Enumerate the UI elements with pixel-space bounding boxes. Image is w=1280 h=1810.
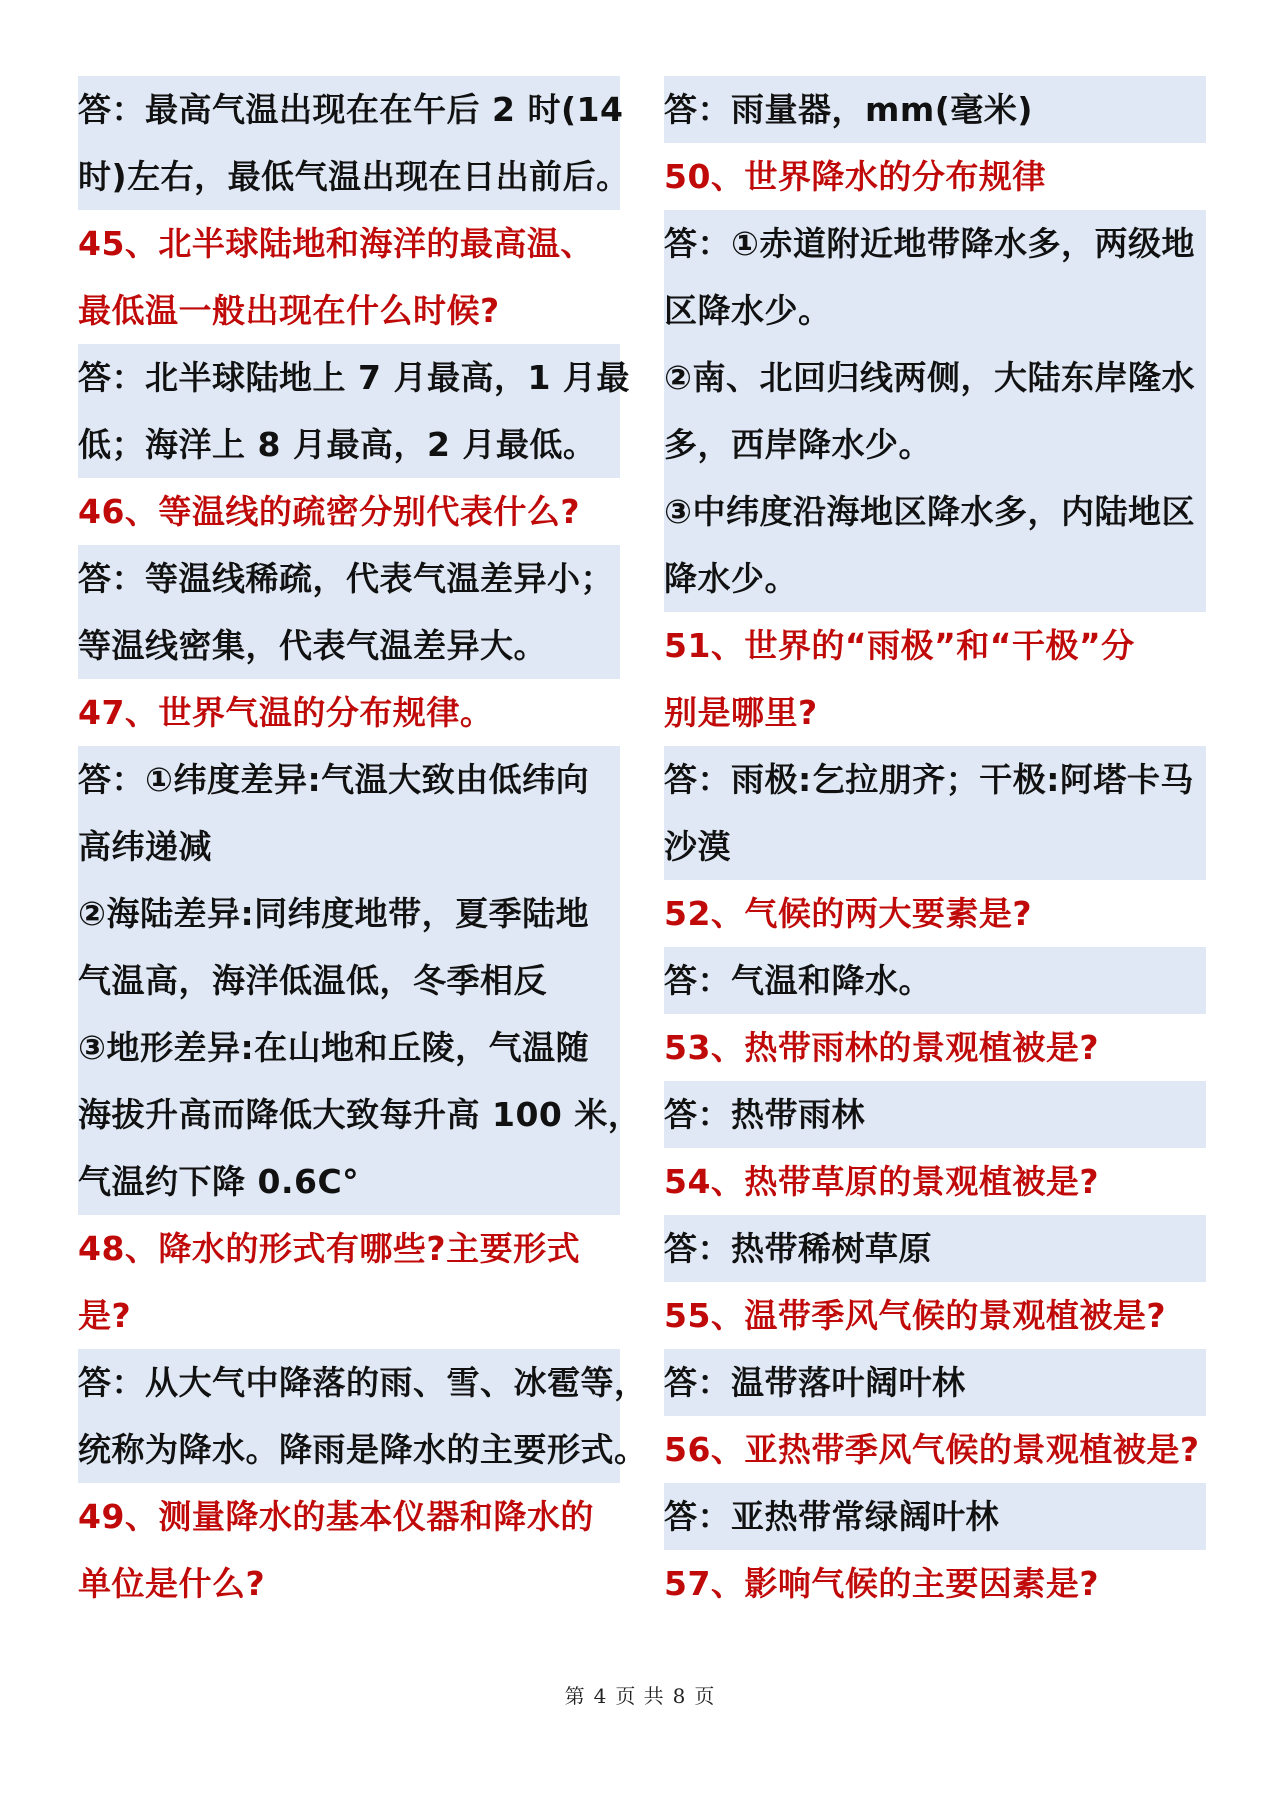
text-line: 沙漠 [664, 827, 731, 866]
text-line: 53、热带雨林的景观植被是? [664, 1028, 1100, 1067]
text-line: 51、世界的“雨极”和“干极”分 [664, 626, 1135, 665]
text-line: 答：雨量器，mm(毫米) [664, 90, 1033, 129]
text-line: 气温高，海洋低温低，冬季相反 [78, 961, 547, 1000]
question-52 [664, 880, 1206, 947]
text-line: 低；海洋上 8 月最高，2 月最低。 [78, 425, 597, 464]
answer-47 [78, 746, 642, 1215]
question-55 [664, 1282, 1206, 1349]
answer-53 [664, 1081, 1206, 1148]
answer-51 [664, 746, 1206, 880]
answer-45 [78, 344, 630, 478]
text-line: 50、世界降水的分布规律 [664, 157, 1046, 196]
text-line: 答：热带雨林 [664, 1095, 865, 1134]
question-57 [664, 1550, 1206, 1617]
answer-54 [664, 1215, 1206, 1282]
text-line: 区降水少。 [664, 291, 832, 330]
current-page-number: 4 [593, 1684, 608, 1708]
question-51 [664, 612, 1206, 746]
answer-44 [78, 76, 630, 210]
text-line: ③中纬度沿海地区降水多，内陆地区 [664, 492, 1195, 531]
text-line: 57、影响气候的主要因素是? [664, 1564, 1100, 1603]
text-line: 56、亚热带季风气候的景观植被是? [664, 1430, 1200, 1469]
answer-48 [78, 1349, 648, 1483]
text-line: 55、温带季风气候的景观植被是? [664, 1296, 1167, 1335]
text-line: 多，西岸降水少。 [664, 425, 932, 464]
text-line: ③地形差异:在山地和丘陵，气温随 [78, 1028, 590, 1067]
right-column [664, 76, 1206, 1617]
answer-50 [664, 210, 1206, 612]
text-line: 答：亚热带常绿阔叶林 [664, 1497, 999, 1536]
question-45 [78, 210, 620, 344]
question-48 [78, 1215, 620, 1349]
text-line: 别是哪里? [664, 693, 818, 732]
text-line: 时)左右，最低气温出现在日出前后。 [78, 157, 630, 196]
question-54 [664, 1148, 1206, 1215]
text-line: 47、世界气温的分布规律。 [78, 693, 494, 732]
text-line: 45、北半球陆地和海洋的最高温、 [78, 224, 594, 263]
text-line: 是? [78, 1296, 132, 1335]
text-line: 答：从大气中降落的雨、雪、冰雹等， [78, 1363, 648, 1402]
text-line: 答：温带落叶阔叶林 [664, 1363, 966, 1402]
text-line: ②南、北回归线两侧，大陆东岸隆水 [664, 358, 1195, 397]
text-line: 气温约下降 0.6C° [78, 1162, 360, 1201]
answer-52 [664, 947, 1206, 1014]
text-line: 答：雨极:乞拉朋齐；干极:阿塔卡马 [664, 760, 1194, 799]
text-line: 答：①赤道附近地带降水多，两级地 [664, 224, 1195, 263]
question-56 [664, 1416, 1206, 1483]
text-line: 52、气候的两大要素是? [664, 894, 1033, 933]
text-line: 统称为降水。降雨是降水的主要形式。 [78, 1430, 648, 1469]
text-line: 高纬递减 [78, 827, 212, 866]
text-line: 答：热带稀树草原 [664, 1229, 932, 1268]
answer-56 [664, 1483, 1206, 1550]
footer-middle: 页 共 [615, 1684, 665, 1708]
question-47 [78, 679, 620, 746]
question-53 [664, 1014, 1206, 1081]
left-column [78, 76, 648, 1617]
text-line: 海拔升高而降低大致每升高 100 米， [78, 1095, 642, 1134]
page-footer [0, 1680, 1280, 1709]
text-line: 46、等温线的疏密分别代表什么? [78, 492, 581, 531]
footer-suffix: 页 [694, 1684, 716, 1708]
text-line: 答：气温和降水。 [664, 961, 932, 1000]
footer-prefix: 第 [564, 1684, 586, 1708]
text-line: 49、测量降水的基本仪器和降水的 [78, 1497, 594, 1536]
question-49 [78, 1483, 620, 1617]
total-pages-number: 8 [672, 1684, 687, 1708]
text-line: 54、热带草原的景观植被是? [664, 1162, 1100, 1201]
text-line: 单位是什么? [78, 1564, 266, 1603]
question-46 [78, 478, 620, 545]
answer-55 [664, 1349, 1206, 1416]
text-line: 48、降水的形式有哪些?主要形式 [78, 1229, 581, 1268]
text-line: 答：最高气温出现在在午后 2 时(14 [78, 90, 624, 129]
answer-49 [664, 76, 1206, 143]
text-line: 答：①纬度差异:气温大致由低纬向 [78, 760, 590, 799]
text-line: 答：等温线稀疏，代表气温差异小； [78, 559, 614, 598]
text-line: 等温线密集，代表气温差异大。 [78, 626, 547, 665]
text-line: ②海陆差异:同纬度地带，夏季陆地 [78, 894, 590, 933]
text-line: 最低温一般出现在什么时候? [78, 291, 500, 330]
answer-46 [78, 545, 620, 679]
text-line: 降水少。 [664, 559, 798, 598]
text-line: 答：北半球陆地上 7 月最高，1 月最 [78, 358, 630, 397]
question-50 [664, 143, 1206, 210]
